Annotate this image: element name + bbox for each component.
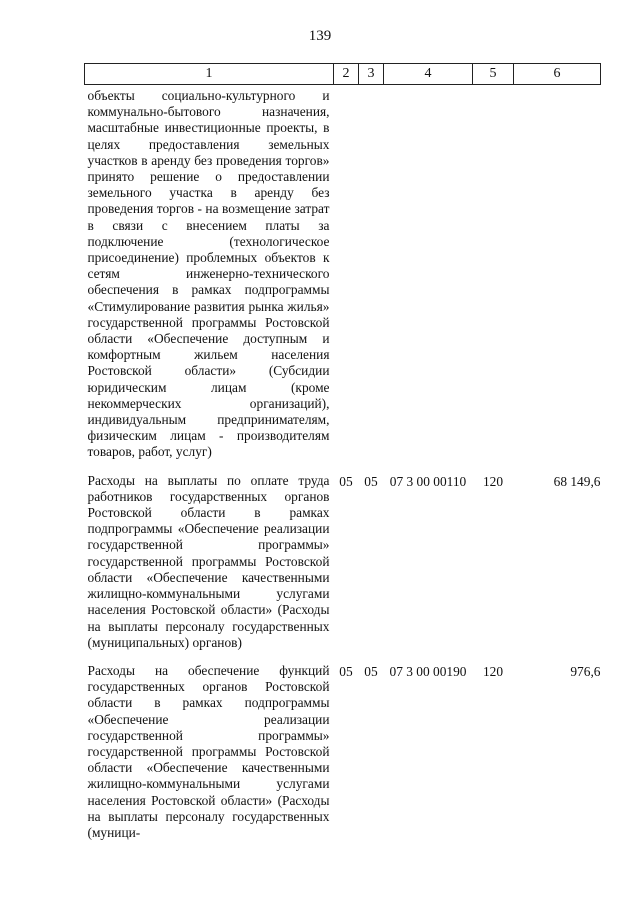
header-col-3: 3 xyxy=(359,64,384,85)
table-row xyxy=(85,651,601,841)
header-col-6: 6 xyxy=(514,64,601,85)
row-section: 05 xyxy=(339,663,353,679)
table-row xyxy=(85,85,601,461)
row-target-article xyxy=(384,85,473,461)
row-subsection: 05 xyxy=(364,663,378,679)
row-amount xyxy=(514,85,601,461)
header-col-2: 2 xyxy=(334,64,359,85)
row-description: Расходы на обеспечение функций государственных органов Ростовской области в рамках подпрограммы «Обеспечение реализации государственной программы» государственной программы Ростовской области «Обеспечение качественными жилищно-коммунальными услугами населения Ростовской области» (Расходы на выплаты персоналу государственных (муници- xyxy=(87,662,330,840)
page-number: 139 xyxy=(308,28,332,44)
row-expense-type: 120 xyxy=(482,473,504,489)
row-amount: 68 149,6 xyxy=(553,473,601,489)
header-col-4: 4 xyxy=(384,64,473,85)
row-target-article: 07 3 00 00110 xyxy=(389,473,467,489)
header-row xyxy=(85,64,601,85)
row-amount: 976,6 xyxy=(570,663,601,679)
row-section xyxy=(334,85,359,461)
row-description: объекты социально-культурного и коммунально-бытового назначения, масштабные инвестиционные проекты, в целях предоставления земельных участков в аренду без проведения торгов» принято решение о предоставлении земельного участка в аренду без проведения торгов - на возмещение затрат в связи с внесением платы за подключение (технологическое присоединение) проблемных объектов к сетям инженерно-технического обеспечения в рамках подпрограммы «Стимулирование развития рынка жилья» государственной программы Ростовской области «Обеспечение доступным и комфортным жильем населения Ростовской области» (Субсидии юридическим лицам (кроме некоммерческих организаций), индивидуальным предпринимателям, физическим лицам - производителям товаров, работ, услуг) xyxy=(87,88,330,460)
header-col-1: 1 xyxy=(85,64,334,85)
table-row xyxy=(85,461,601,651)
row-target-article: 07 3 00 00190 xyxy=(389,663,467,679)
header-col-5: 5 xyxy=(473,64,514,85)
row-subsection: 05 xyxy=(364,473,378,489)
row-section: 05 xyxy=(339,473,353,489)
row-expense-type xyxy=(473,85,514,461)
budget-table xyxy=(84,63,601,841)
row-description: Расходы на выплаты по оплате труда работников государственных органов Ростовской области в рамках подпрограммы «Обеспечение реализации государственной программы» государственной программы Ростовской области «Обеспечение качественными жилищно-коммунальными услугами населения Ростовской области» (Расходы на выплаты персоналу государственных (муниципальных) органов) xyxy=(87,472,330,650)
row-subsection xyxy=(359,85,384,461)
row-expense-type: 120 xyxy=(482,663,504,679)
